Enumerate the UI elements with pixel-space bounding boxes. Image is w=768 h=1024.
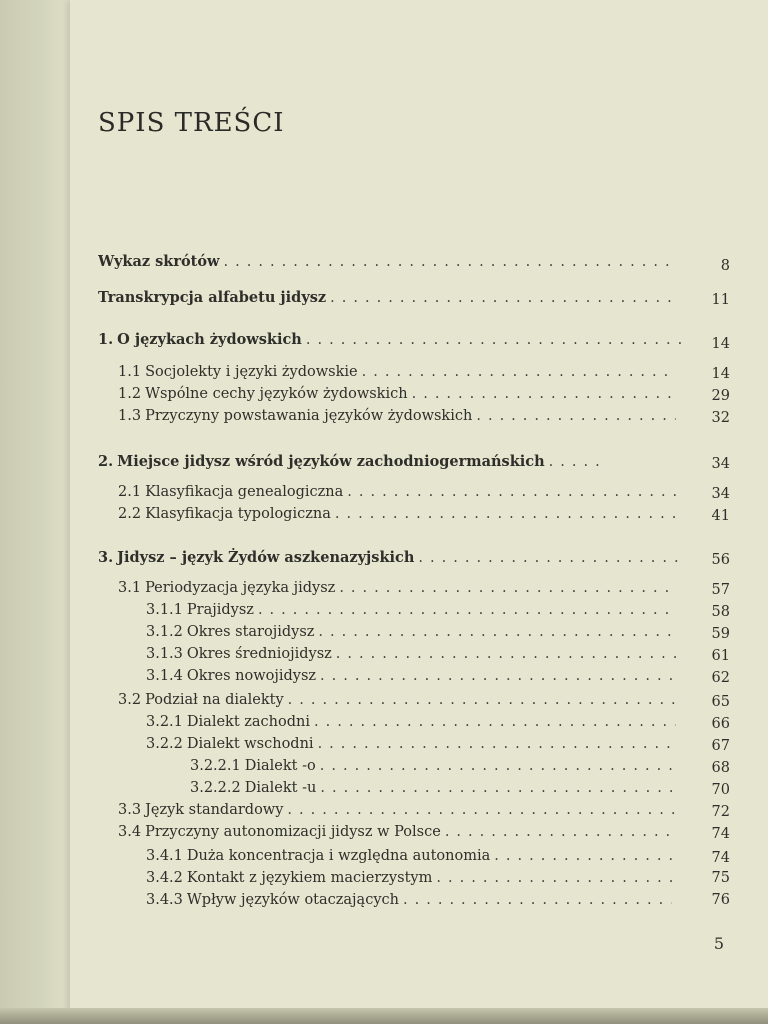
toc-entry: [98, 330, 682, 350]
toc-entry-number: 2.: [98, 453, 114, 470]
dot-leader: [320, 666, 676, 686]
dot-leader: [335, 504, 678, 524]
toc-entry-label: Podział na dialekty: [145, 692, 284, 708]
dot-leader: [403, 890, 672, 910]
toc-entry-page: 57: [711, 582, 730, 598]
toc-entry: [146, 600, 676, 620]
toc-entry-page: 11: [711, 292, 730, 308]
dot-leader: [318, 734, 676, 754]
toc-entry-page: 32: [711, 410, 730, 426]
page-title: SPIS TREŚCI: [98, 108, 285, 138]
dot-leader: [339, 578, 676, 598]
toc-entry-label: Dialekt wschodni: [186, 736, 314, 752]
toc-entry-number: 1.2: [118, 386, 142, 402]
dot-leader: [445, 822, 674, 842]
toc-entry: [118, 822, 674, 842]
toc-entry-label: Wspólne cechy języków żydowskich: [145, 386, 408, 402]
toc-entry: [118, 504, 678, 524]
toc-entry: [146, 734, 676, 754]
toc-entry-number: 3.2.2.2: [190, 780, 241, 796]
toc-entry-number: 3.4.2: [146, 870, 183, 886]
toc-entry-number: 1.1: [118, 364, 142, 380]
toc-entry-label: Transkrypcja alfabetu jidysz: [98, 289, 327, 306]
dot-leader: [436, 868, 672, 888]
toc-entry-label: Wykaz skrótów: [98, 253, 220, 270]
toc-entry: [118, 800, 676, 820]
toc-entry-label: Jidysz – język Żydów aszkenazyjskich: [117, 549, 415, 566]
toc-entry: [146, 712, 676, 732]
toc-entry: [98, 252, 678, 272]
toc-entry-label: Okres nowojidysz: [186, 668, 317, 684]
toc-entry-label: Kontakt z językiem macierzystym: [186, 870, 433, 886]
toc-entry-number: 3.4: [118, 824, 142, 840]
dot-leader: [336, 644, 676, 664]
toc-entry-page: 66: [711, 716, 730, 732]
toc-entry-label: Przyczyny powstawania języków żydowskich: [145, 408, 473, 424]
toc-entry: [98, 452, 604, 472]
toc-entry: [190, 778, 672, 798]
toc-entry-number: 3.2: [118, 692, 142, 708]
toc-entry-label: Prajidysz: [186, 602, 254, 618]
toc-entry-label: Dialekt -o: [244, 758, 316, 774]
dot-leader: [258, 600, 676, 620]
page-number: 5: [713, 934, 724, 953]
toc-entry: [118, 578, 676, 598]
dot-leader: [224, 252, 679, 272]
toc-entry-label: Okres średniojidysz: [186, 646, 332, 662]
dot-leader: [320, 778, 672, 798]
toc-entry-page: 76: [711, 892, 730, 908]
dot-leader: [362, 362, 676, 382]
toc-entry-number: 1.: [98, 331, 114, 348]
book-gutter: [0, 0, 78, 1024]
toc-entry-label: Język standardowy: [145, 802, 284, 818]
dot-leader: [494, 846, 672, 866]
toc-entry: [146, 644, 676, 664]
toc-entry: [118, 690, 676, 710]
toc-entry-label: Socjolekty i języki żydowskie: [145, 364, 358, 380]
dot-leader: [288, 690, 676, 710]
toc-entry-number: 2.1: [118, 484, 142, 500]
toc-entry-number: 1.3: [118, 408, 142, 424]
toc-entry-number: 2.2: [118, 506, 142, 522]
toc-entry: [118, 362, 676, 382]
toc-entry: [118, 482, 678, 502]
toc-entry-page: 70: [711, 782, 730, 798]
toc-entry: [146, 622, 676, 642]
toc-entry-page: 8: [720, 258, 730, 274]
toc-entry-label: Dialekt zachodni: [186, 714, 310, 730]
page-bottom-edge: [0, 1008, 768, 1024]
toc-entry-number: 3.1.1: [146, 602, 183, 618]
toc-entry-page: 41: [711, 508, 730, 524]
toc-entry: [146, 846, 672, 866]
dot-leader: [330, 288, 678, 308]
toc-entry: [190, 756, 672, 776]
toc-entry-label: Okres starojidysz: [186, 624, 315, 640]
dot-leader: [306, 330, 682, 350]
dot-leader: [314, 712, 676, 732]
toc-entry-page: 74: [711, 850, 730, 866]
toc-entry-label: Wpływ języków otaczających: [186, 892, 399, 908]
toc-entry-page: 14: [711, 366, 730, 382]
toc-entry: [146, 868, 672, 888]
toc-entry-label: Dialekt -u: [244, 780, 317, 796]
toc-entry: [146, 890, 672, 910]
toc-entry-page: 34: [711, 486, 730, 502]
toc-entry-label: Miejsce jidysz wśród języków zachodniogermańskich: [117, 453, 545, 470]
toc-entry-page: 61: [711, 648, 730, 664]
dot-leader: [287, 800, 676, 820]
dot-leader: [347, 482, 678, 502]
toc-entry: [118, 384, 678, 404]
toc-entry-label: Klasyfikacja genealogiczna: [145, 484, 344, 500]
dot-leader: [320, 756, 672, 776]
toc-entry-label: Duża koncentracja i względna autonomia: [186, 848, 491, 864]
toc-entry-number: 3.1.3: [146, 646, 183, 662]
toc-entry-label: Przyczyny autonomizacji jidysz w Polsce: [145, 824, 441, 840]
toc-entry-number: 3.2.2.1: [190, 758, 241, 774]
toc-entry-number: 3.2.1: [146, 714, 183, 730]
dot-leader: [476, 406, 676, 426]
toc-entry: [118, 406, 676, 426]
toc-entry-number: 3.4.3: [146, 892, 183, 908]
toc-entry-page: 62: [711, 670, 730, 686]
toc-entry-page: 34: [711, 456, 730, 472]
toc-entry-label: Klasyfikacja typologiczna: [145, 506, 331, 522]
toc-entry-page: 56: [711, 552, 730, 568]
toc-entry-label: Periodyzacja języka jidysz: [145, 580, 336, 596]
toc-entry-number: 3.2.2: [146, 736, 183, 752]
toc-entry-page: 29: [711, 388, 730, 404]
toc-entry-page: 58: [711, 604, 730, 620]
toc-entry: [98, 548, 678, 568]
toc-entry-page: 72: [711, 804, 730, 820]
dot-leader: [412, 384, 678, 404]
toc-entry-page: 65: [711, 694, 730, 710]
toc-entry-page: 68: [711, 760, 730, 776]
toc-entry-number: 3.1.2: [146, 624, 183, 640]
toc-entry-number: 3.1.4: [146, 668, 183, 684]
toc-entry-page: 74: [711, 826, 730, 842]
toc-entry: [146, 666, 676, 686]
dot-leader: [549, 452, 604, 472]
toc-entry-page: 14: [711, 336, 730, 352]
dot-leader: [418, 548, 678, 568]
toc-entry-number: 3.3: [118, 802, 142, 818]
toc-entry-page: 59: [711, 626, 730, 642]
toc-entry-number: 3.4.1: [146, 848, 183, 864]
toc-entry: [98, 288, 678, 308]
toc-entry-page: 67: [711, 738, 730, 754]
dot-leader: [318, 622, 676, 642]
toc-entry-page: 75: [711, 870, 730, 886]
toc-entry-number: 3.: [98, 549, 114, 566]
toc-entry-label: O językach żydowskich: [117, 331, 302, 348]
toc-entry-number: 3.1: [118, 580, 142, 596]
